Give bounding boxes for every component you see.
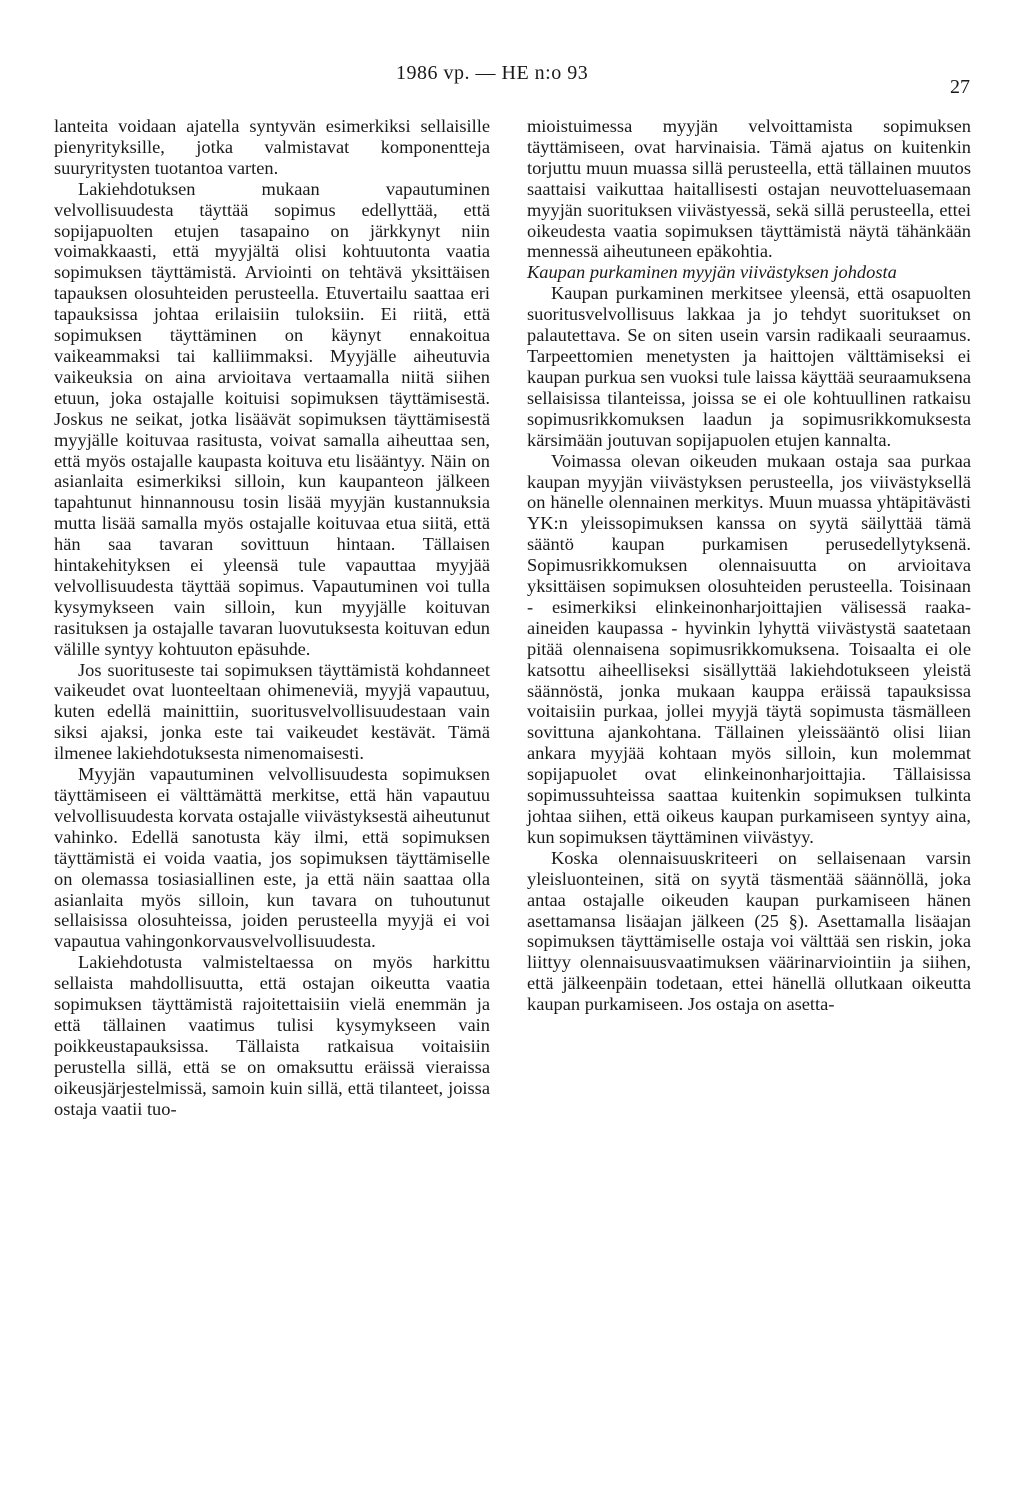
paragraph: Lakiehdotusta valmisteltaessa on myös harkittu sellaista mahdollisuutta, että ostajan oikeutta vaatia sopimuksen täyttämistä rajoitettaisiin vielä enemmän ja että tällainen vaatimus tulisi kysymykseen vain poikkeustapauksissa. Tällaista ratkaisua voitaisiin perustella sillä, että se on omaksuttu eräissä vieraissa oikeusjärjestelmissä, samoin kuin sillä, että tilanteet, joissa ostaja vaatii tuo-: [54, 952, 490, 1119]
section-heading: Kaupan purkaminen myyjän viivästyksen johdosta: [527, 262, 897, 283]
paragraph: Jos suorituseste tai sopimuksen täyttämistä kohdanneet vaikeudet ovat luonteeltaan ohimeneviä, myyjä vapautuu, kuten edellä mainittiin, suoritusvelvollisuudestaan vain siksi ajaksi, jonka este tai vaikeudet kestävät. Tämä ilmenee lakiehdotuksesta nimenomaisesti.: [54, 659, 490, 764]
left-column: [54, 116, 490, 1120]
right-column: [527, 116, 971, 1015]
running-header: [0, 62, 1024, 98]
paragraph: Lakiehdotuksen mukaan vapautuminen velvollisuudesta täyttää sopimus edellyttää, että sopijapuolten etujen tasapaino on järkkynyt niin voimakkaasti, että myyjältä olisi kohtuutonta vaatia sopimuksen täyttämistä. Arviointi on tehtävä yksittäisen tapauksen olosuhteiden perusteella. Etuvertailu saattaa eri tapauksissa johtaa erilaisiin tuloksiin. Ei riitä, että sopimuksen täyttäminen on käynyt ennakoitua vaikeammaksi tai kalliimmaksi. Myyjälle aiheutuvia vaikeuksia on aina arvioitava vertaamalla niitä siihen etuun, joka ostajalle koituisi sopimuksen täyttämisestä. Joskus ne seikat, jotka lisäävät sopimuksen täyttämisestä myyjälle koituvaa rasitusta, voivat samalla aiheuttaa sen, että myös ostajalle kaupasta koituva etu lisääntyy. Näin on asianlaita esimerkiksi silloin, kun kaupanteon jälkeen tapahtunut hinnannousu tosin lisää myyjän kustannuksia mutta lisää samalla myös ostajalle koituvaa etua siitä, että hän saa tavaran sovittuun hintaan. Tällaisen hintakehityksen ei yleensä tule vapauttaa myyjää velvollisuudesta täyttää sopimus. Vapautuminen voi tulla kysymykseen vain silloin, kun myyjälle koituvan rasituksen ja ostajalle tavaran luovutuksesta koituvan edun välille syntyy kohtuuton epäsuhde.: [54, 178, 490, 659]
page-number: 27: [950, 76, 970, 98]
header-title: 1986 vp. — HE n:o 93: [396, 62, 589, 84]
paragraph: Kaupan purkaminen merkitsee yleensä, että osapuolten suoritusvelvollisuus lakkaa ja jo tehdyt suoritukset on palautettava. Se on siten usein varsin radikaali seuraamus. Tarpeettomien menetysten ja haittojen välttämiseksi ei kaupan purkua sen vuoksi tule laissa käyttää seuraamuksena sellaisissa tilanteissa, joissa se ei ole kohtuullinen ratkaisu sopimusrikkomuksen laadun ja sopimusrikkomuksesta kärsimään joutuvan sopijapuolen etujen kannalta.: [527, 283, 971, 450]
paragraph: mioistuimessa myyjän velvoittamista sopimuksen täyttämiseen, ovat harvinaisia. Tämä ajatus on kuitenkin torjuttu muun muassa sillä perusteella, että tällainen muutos saattaisi vaikuttaa haitallisesti ostajan neuvotteluasemaan myyjän suorituksen viivästyessä, sekä sillä perusteella, ettei oikeudesta vaatia sopimuksen täyttämistä näytä tähänkään mennessä aiheutuneen epäkohtia.: [527, 116, 971, 262]
paragraph: Koska olennaisuuskriteeri on sellaisenaan varsin yleisluonteinen, sitä on syytä täsmentää säännöllä, joka antaa ostajalle oikeuden kaupan purkamiseen hänen asettamansa lisäajan jälkeen (25 §). Asettamalla lisäajan sopimuksen täyttämiselle ostaja voi välttää sen riskin, joka liittyy olennaisuusvaatimuksen väärinarviointiin ja siihen, että jälkeenpäin todetaan, ettei hänellä ollutkaan oikeutta kaupan purkamiseen. Jos ostaja on asetta-: [527, 847, 971, 1015]
paragraph: Myyjän vapautuminen velvollisuudesta sopimuksen täyttämiseen ei välttämättä merkitse, että hän vapautuu velvollisuudesta korvata ostajalle viivästyksestä aiheutunut vahinko. Edellä sanotusta käy ilmi, että sopimuksen täyttämistä ei voida vaatia, jos sopimuksen täyttämiselle on olemassa tosiasiallinen este, ja että näin saattaa olla asianlaita myös silloin, kun tavara on tuhoutunut sellaisissa olosuhteissa, joiden perusteella myyjä ei voi vapautua vahingonkorvausvelvollisuudesta.: [54, 764, 490, 952]
paragraph: Voimassa olevan oikeuden mukaan ostaja saa purkaa kaupan myyjän viivästyksen perusteella, jos viivästyksellä on hänelle olennainen merkitys. Muun muassa yhtäpitävästi YK:n yleissopimuksen kanssa on syytä säilyttää tämä sääntö kaupan purkamisen perusedellytyksenä. Sopimusrikkomuksen olennaisuutta on arvioitava yksittäisen sopimuksen olosuhteiden perusteella. Toisinaan - esimerkiksi elinkeinonharjoittajien välisessä raaka-aineiden kaupassa - hyvinkin lyhyttä viivästystä saatetaan pitää olennaisena sopimusrikkomuksena. Toisaalta ei ole katsottu aiheelliseksi sisällyttää lakiehdotukseen yleistä säännöstä, jonka mukaan kauppa eräissä tapauksissa voitaisiin purkaa, jollei myyjä täytä sopimusta täsmälleen sovittuna ajankohtana. Tällainen yleissääntö olisi liian ankara myyjää kohtaan myös silloin, kun molemmat sopijapuolet ovat elinkeinonharjoittajia. Tällaisissa sopimussuhteissa saattaa kuitenkin sopimuksen tulkinta johtaa siihen, että oikeus kaupan purkamiseen syntyy aina, kun sopimuksen täyttäminen viivästyy.: [527, 450, 971, 847]
paragraph: lanteita voidaan ajatella syntyvän esimerkiksi sellaisille pienyrityksille, jotka valmistavat komponentteja suuryritysten tuotantoa varten.: [54, 116, 490, 178]
